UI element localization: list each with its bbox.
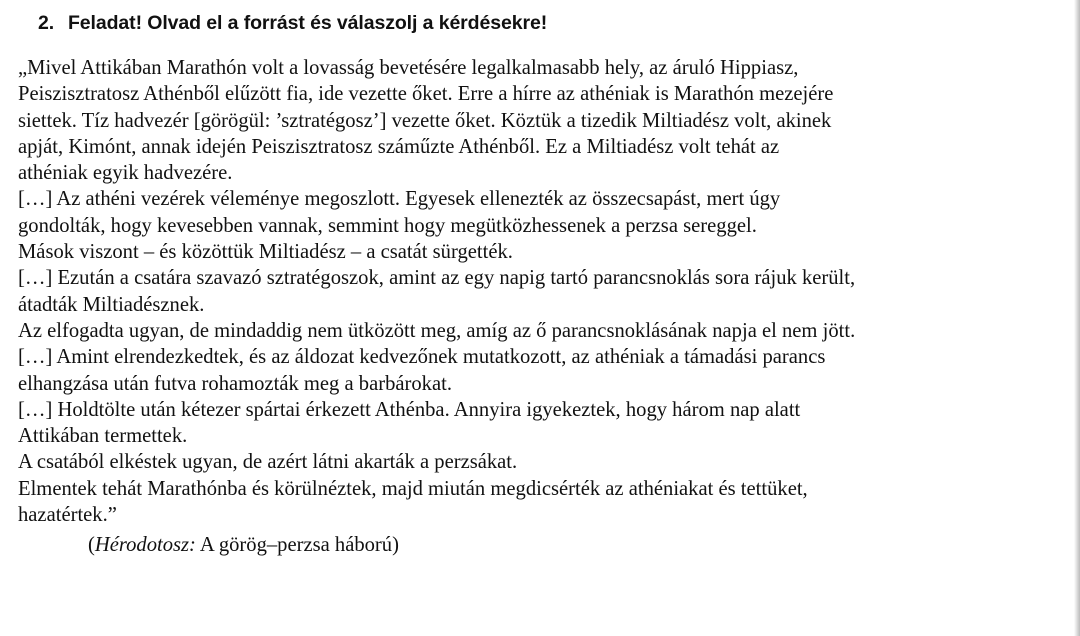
source-line: hazatértek.” [18, 504, 117, 527]
page-edge-shadow [1074, 0, 1080, 636]
task-title: Feladat! Olvad el a forrást és válaszolj a kérdésekre! [68, 12, 548, 34]
source-line: […] Ezután a csatára szavazó sztratégoszok, amint az egy napig tartó parancsnoklás sora rájuk került, [18, 267, 856, 290]
source-citation [88, 532, 1074, 558]
source-line: Attikában termettek. [18, 425, 188, 448]
source-line: siettek. Tíz hadvezér [görögül: ’sztratégosz’] vezette őket. Köztük a tizedik Miltiadész volt, akinek [18, 109, 832, 132]
source-line: A csatából elkéstek ugyan, de azért látni akarták a perzsákat. [18, 451, 518, 474]
source-line: átadták Miltiadésznek. [18, 293, 205, 316]
source-line: Az elfogadta ugyan, de mindaddig nem ütközött meg, amíg az ő parancsnoklásának napja el nem jött. [18, 319, 856, 342]
citation-open-paren: ( [88, 534, 95, 557]
source-line: athéniak egyik hadvezére. [18, 162, 233, 185]
source-line: Elmentek tehát Marathónba és körülnéztek, majd miután megdicsérték az athéniakat és tettüket, [18, 477, 808, 500]
source-line: […] Amint elrendezkedtek, és az áldozat kedvezőnek mutatkozott, az athéniak a támadási parancs [18, 346, 826, 369]
source-line: Peiszisztratosz Athénből elűzött fia, ide vezette őket. Erre a hírre az athéniak is Marathón mezejére [18, 83, 834, 106]
source-line: […] Az athéni vezérek véleménye megoszlott. Egyesek ellenezték az összecsapást, mert úgy [18, 188, 781, 211]
source-line: „Mivel Attikában Marathón volt a lovasság bevetésére legalkalmasabb hely, az áruló Hippiasz, [18, 57, 799, 79]
source-line: Mások viszont – és közöttük Miltiadész – a csatát sürgették. [18, 241, 513, 264]
source-line: apját, Kimónt, annak idején Peiszisztratosz száműzte Athénből. Ez a Miltiadész volt tehát az [18, 135, 780, 158]
source-text [18, 55, 1074, 559]
source-line: […] Holdtölte után kétezer spártai érkezett Athénba. Annyira igyekeztek, hogy három nap alatt [18, 398, 801, 421]
task-heading [38, 12, 547, 35]
source-line: elhangzása után futva rohamozták meg a barbárokat. [18, 372, 452, 395]
source-line: gondolták, hogy kevesebben vannak, semmint hogy megütközhessenek a perzsa sereggel. [18, 214, 757, 237]
citation-work: A görög–perzsa háború) [195, 534, 399, 557]
citation-author: Hérodotosz: [94, 534, 196, 557]
task-number: 2. [38, 12, 55, 34]
